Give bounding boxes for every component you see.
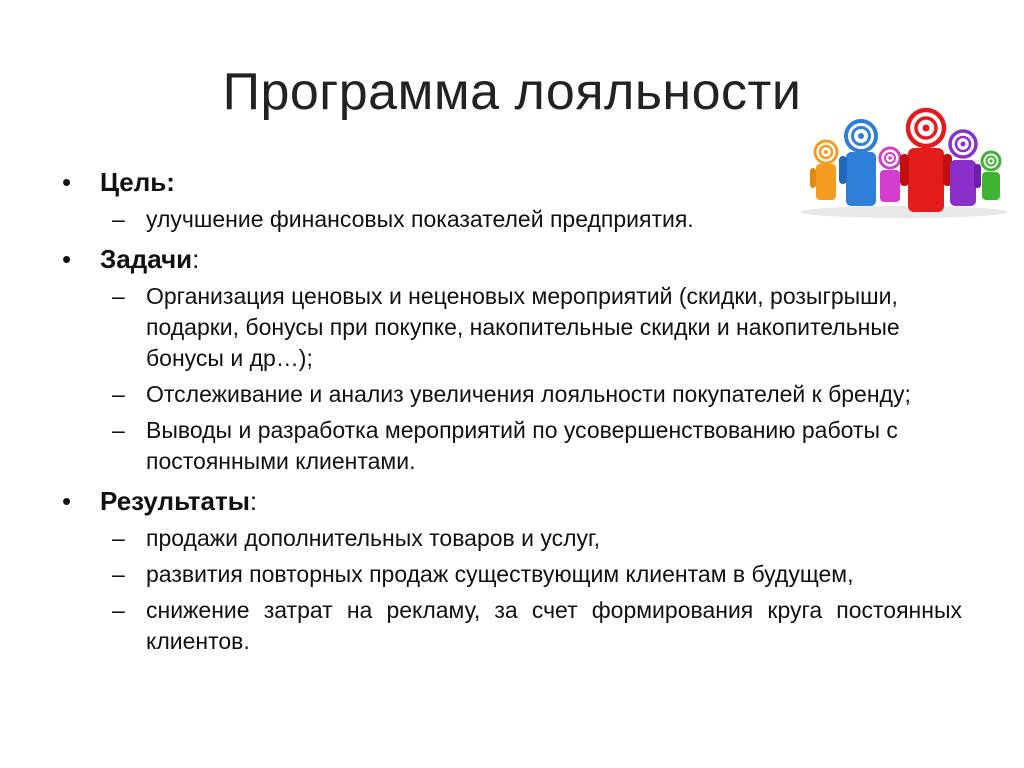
list-item <box>62 523 962 554</box>
dash-icon: – <box>112 525 125 551</box>
dash-icon: – <box>112 206 125 232</box>
slide-title: Программа лояльности <box>222 63 802 121</box>
list-item-text: Выводы и разработка мероприятий по усовершенствованию работы с постоянными клиентами. <box>146 417 898 474</box>
dash-icon: – <box>112 417 125 443</box>
list-item <box>62 281 962 374</box>
section-goal <box>62 166 962 199</box>
list-item <box>62 595 962 657</box>
slide-body <box>62 166 962 657</box>
list-item-text: развития повторных продаж существующим клиентам в будущем, <box>146 561 854 587</box>
list-item-text: снижение затрат на рекламу, за счет формирования круга постоянных клиентов. <box>146 597 962 654</box>
list-item-text: продажи дополнительных товаров и услуг, <box>146 525 601 551</box>
section-results: • Результаты: <box>62 486 258 516</box>
section-heading: Цель: <box>100 167 175 197</box>
dash-icon: – <box>112 561 125 587</box>
list-item-text: Организация ценовых и неценовых мероприятий (скидки, розыгрыши, подарки, бонусы при покупке, накопительные скидки и накопительные бонусы и др…); <box>146 283 900 371</box>
dash-icon: – <box>112 381 125 407</box>
list-item-text: Отслеживание и анализ увеличения лояльности покупателей к бренду; <box>146 381 911 407</box>
bullet-icon: • <box>62 167 72 197</box>
dash-icon: – <box>112 283 125 309</box>
list-item <box>62 415 962 477</box>
green-target-person-icon <box>982 152 1000 200</box>
section-heading: Результаты <box>100 486 250 516</box>
section-heading: Задачи <box>100 244 193 274</box>
list-item <box>62 204 962 235</box>
list-item-text: улучшение финансовых показателей предприятия. <box>146 206 694 232</box>
bullet-icon: • <box>62 244 72 274</box>
section-tasks: • Задачи: <box>62 244 200 274</box>
list-item <box>62 379 962 410</box>
list-item <box>62 559 962 590</box>
dash-icon: – <box>112 597 125 623</box>
bullet-icon: • <box>62 486 72 516</box>
